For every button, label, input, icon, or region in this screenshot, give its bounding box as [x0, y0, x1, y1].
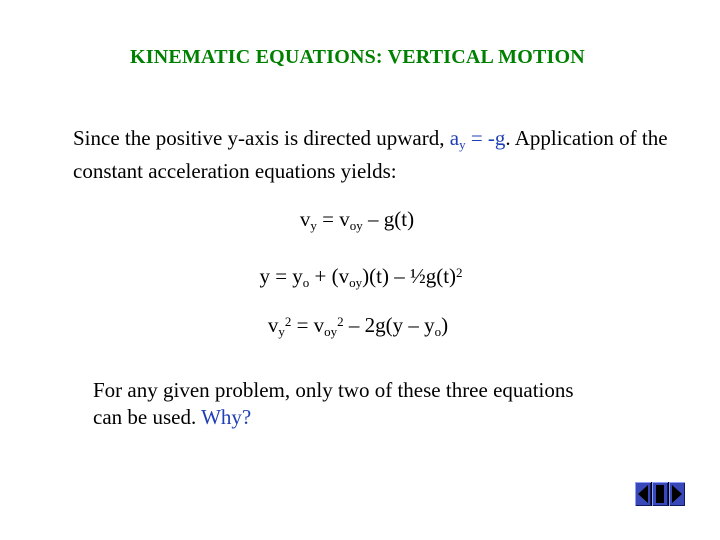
next-icon: [669, 482, 685, 506]
next-slide-button[interactable]: [669, 482, 685, 506]
eq3-a-sub: y: [278, 324, 285, 339]
eq3-b-sub: oy: [324, 324, 338, 339]
eq1-b: = v: [316, 207, 350, 231]
accel-symbol: a: [449, 126, 460, 150]
outro-text: For any given problem, only two of these three equations can be used.: [93, 378, 574, 429]
eq2-b: + (v: [309, 264, 350, 288]
home-icon: [652, 482, 668, 506]
acceleration-expression: [450, 126, 506, 150]
accel-subscript: y: [459, 137, 466, 152]
eq1-a-sub: y: [310, 218, 317, 233]
outro-paragraph: [93, 377, 593, 431]
home-button[interactable]: [652, 482, 668, 506]
previous-slide-button[interactable]: [635, 482, 651, 506]
eq1-a: v: [299, 207, 311, 231]
eq3-c-sub: o: [434, 324, 442, 339]
slide-navigation: [635, 482, 685, 506]
slide-title: KINEMATIC EQUATIONS: VERTICAL MOTION: [130, 46, 585, 68]
accel-value: = -g: [465, 126, 506, 150]
eq3-b-sup: 2: [337, 314, 344, 329]
eq2-a-sub: o: [302, 275, 310, 290]
intro-text-1: Since the positive y-axis is directed upward,: [73, 126, 450, 150]
eq3-a: v: [267, 313, 279, 337]
previous-icon: [635, 482, 651, 506]
intro-text-2: . Application of the constant acceleration equations yields:: [73, 126, 668, 183]
intro-paragraph: [73, 125, 693, 185]
equation-velocity-squared: [0, 313, 718, 340]
eq3-d: ): [441, 313, 449, 337]
why-question: Why?: [201, 405, 252, 429]
eq2-a: y = y: [259, 264, 303, 288]
eq1-c: – g(t): [362, 207, 415, 231]
eq2-b-sub: oy: [349, 275, 363, 290]
equation-velocity: [0, 207, 717, 234]
eq2-c-sup: 2: [456, 265, 463, 280]
equation-position: [1, 264, 720, 291]
eq2-c: )(t) – ½g(t): [362, 264, 457, 288]
eq3-c: – 2g(y – y: [343, 313, 435, 337]
eq3-b: = v: [291, 313, 325, 337]
eq1-b-sub: oy: [349, 218, 363, 233]
eq3-a-sup: 2: [284, 314, 292, 329]
